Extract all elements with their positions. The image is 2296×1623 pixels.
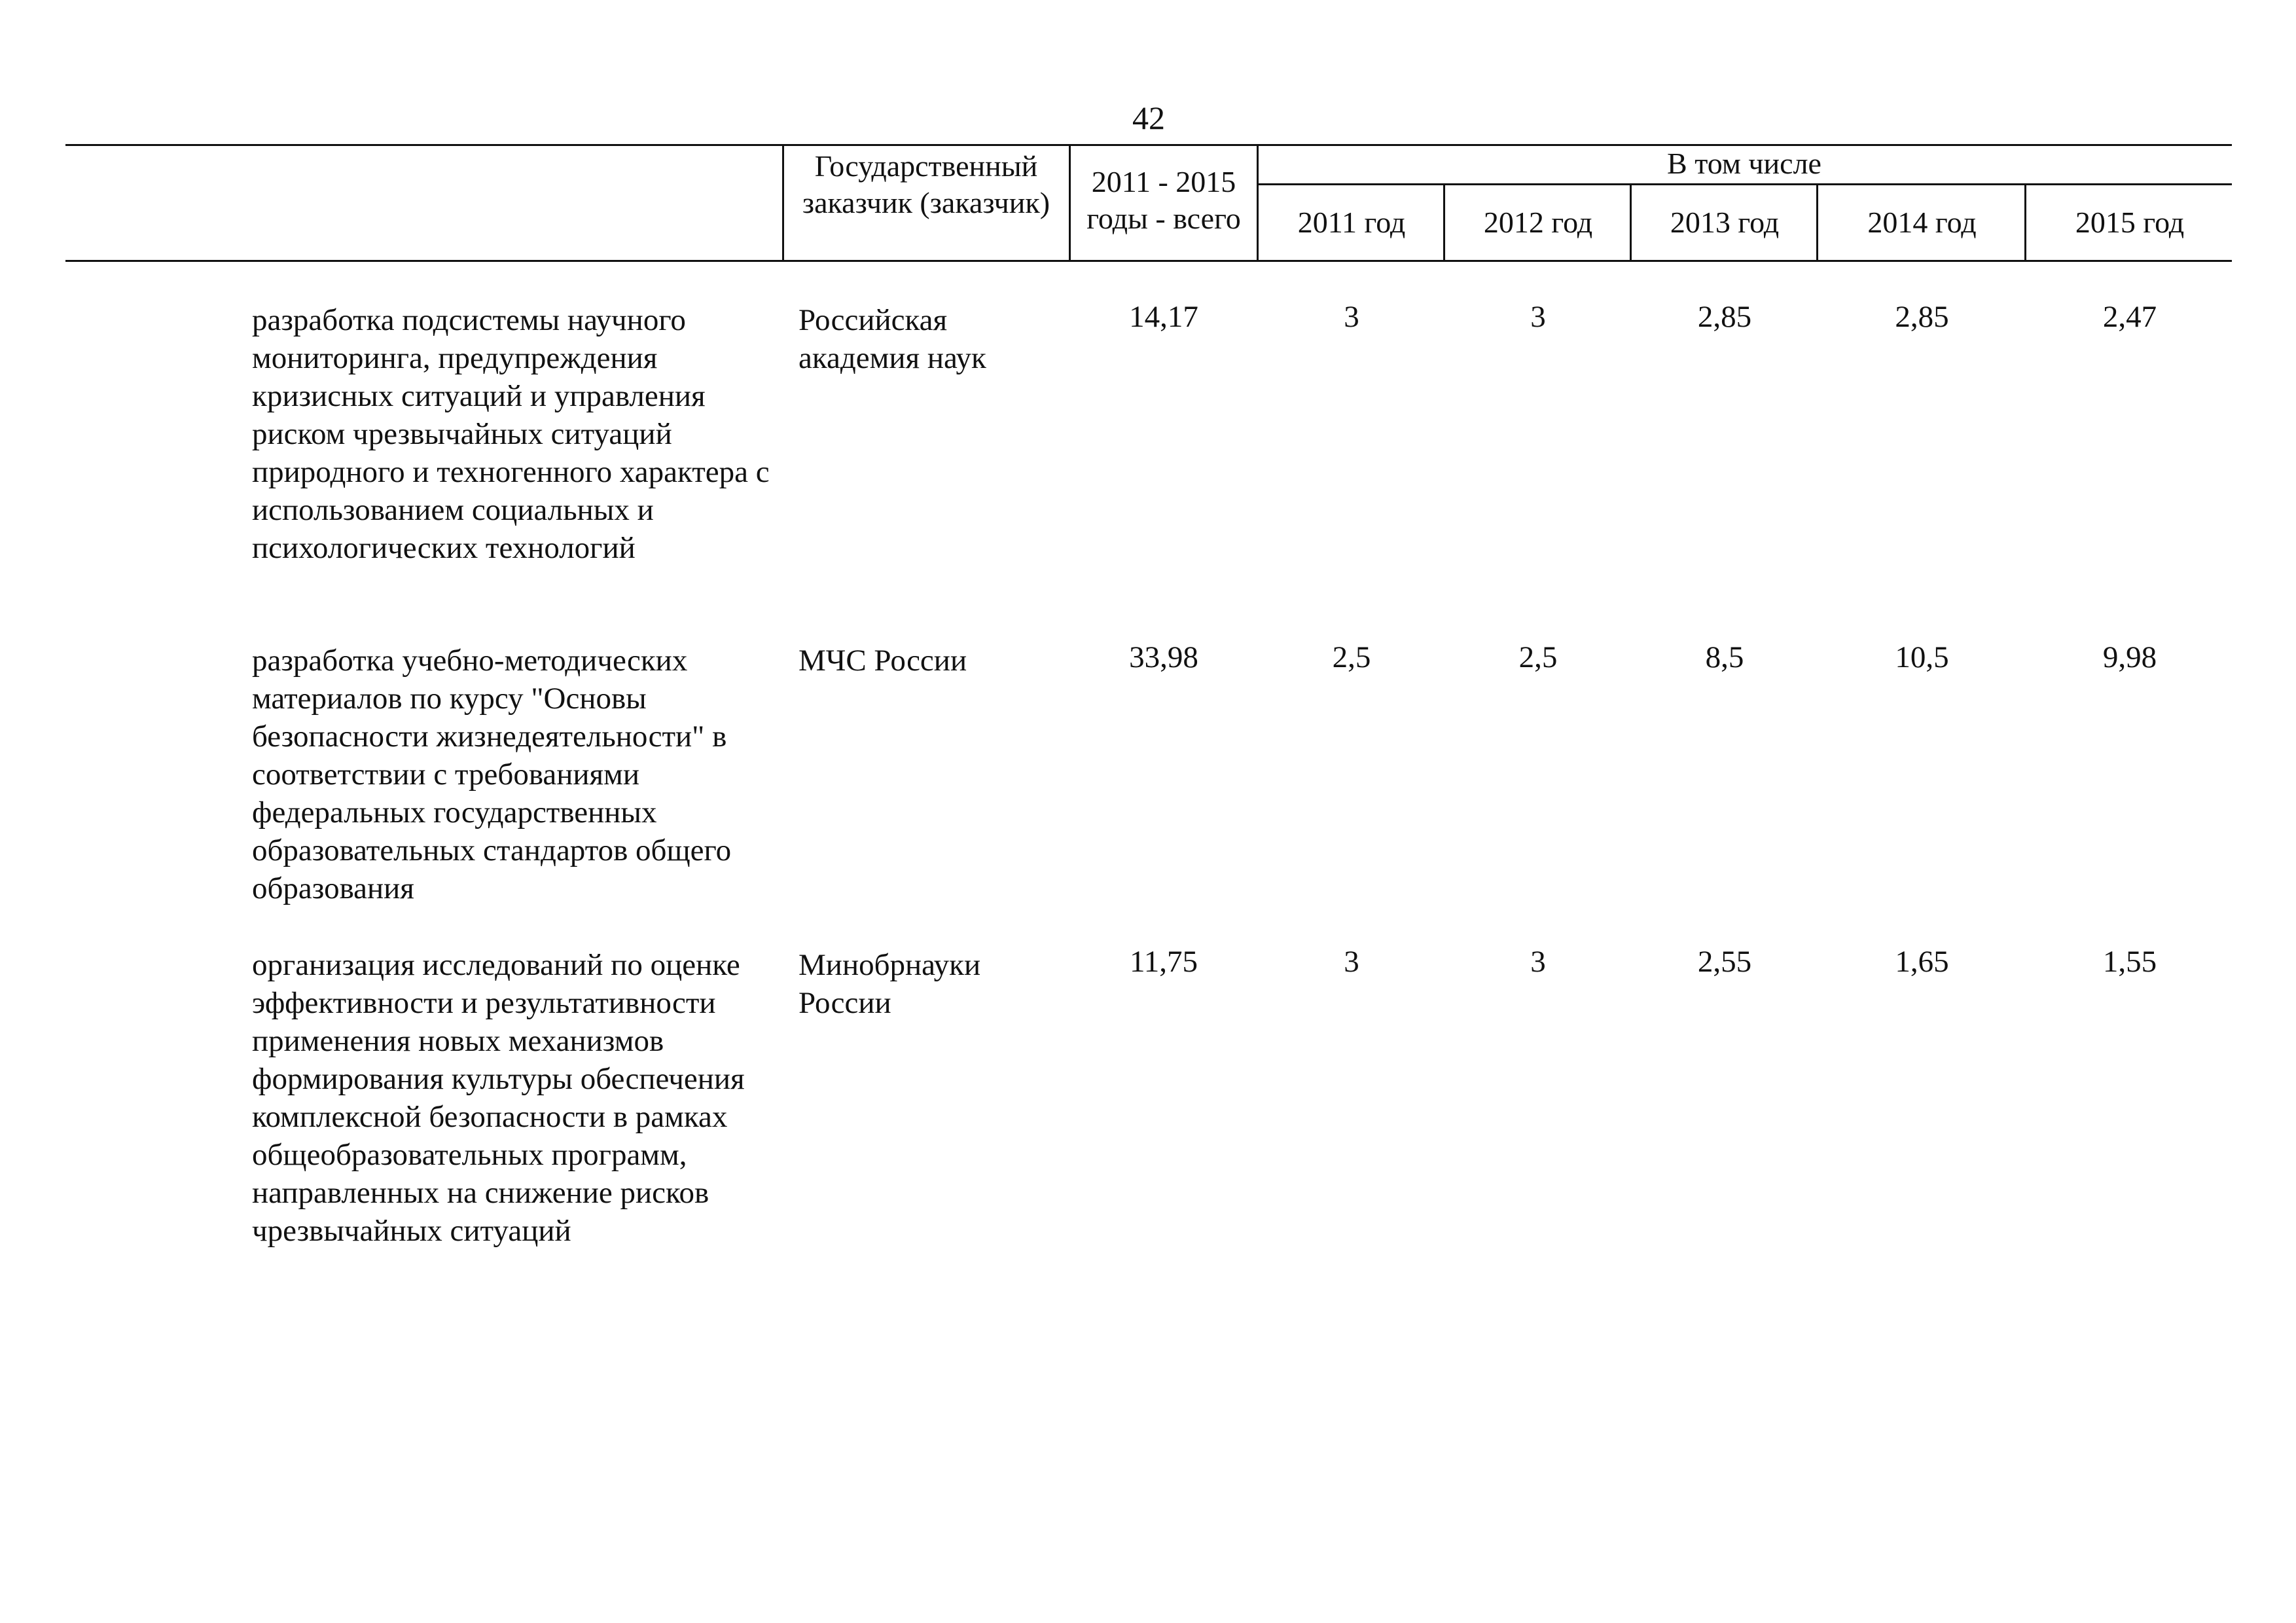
row-customer: Минобрнауки России	[798, 948, 981, 1020]
row-value-2012: 2,5	[1518, 640, 1558, 674]
col-divider-2012	[1443, 183, 1445, 262]
row-value-2011: 2,5	[1332, 640, 1371, 674]
row-total: 14,17	[1129, 300, 1198, 334]
row-customer: МЧС России	[798, 644, 967, 678]
header-customer: Государственный заказчик (заказчик)	[802, 149, 1050, 219]
row-description: разработка подсистемы научного мониторинга, предупреждения кризисных ситуаций и управления риском чрезвычайных ситуаций природного и техногенного характера с использованием социальных и психологических технологий	[252, 303, 770, 565]
header-bottom-rule	[65, 260, 2232, 262]
row-value-2014: 2,85	[1895, 300, 1949, 334]
page-number: 42	[1132, 100, 1165, 136]
row-value-2015: 1,55	[2102, 945, 2157, 979]
col-divider-2011	[1257, 144, 1259, 262]
header-total: 2011 - 2015 годы - всего	[1086, 165, 1241, 235]
row-value-2011: 3	[1344, 300, 1359, 334]
header-including: В том числе	[1667, 147, 1821, 180]
col-divider-2014	[1816, 183, 1818, 262]
row-value-2012: 3	[1530, 300, 1546, 334]
row-value-2015: 9,98	[2102, 640, 2157, 674]
row-value-2013: 2,55	[1697, 945, 1752, 979]
header-year-2013: 2013 год	[1670, 206, 1780, 239]
col-divider-2015	[2024, 183, 2026, 262]
col-divider-customer	[782, 144, 784, 262]
row-value-2012: 3	[1530, 945, 1546, 979]
header-year-2011: 2011 год	[1297, 206, 1406, 239]
col-divider-2013	[1630, 183, 1632, 262]
subheader-rule	[1257, 183, 2232, 185]
row-value-2014: 1,65	[1895, 945, 1949, 979]
row-total: 33,98	[1129, 640, 1198, 674]
row-value-2013: 8,5	[1705, 640, 1744, 674]
row-description: организация исследований по оценке эффективности и результативности применения новых механизмов формирования культуры обеспечения комплексной безопасности в рамках общеобразовательных программ, направленных на снижение рисков чрезвычайных ситуаций	[252, 948, 745, 1248]
row-value-2015: 2,47	[2102, 300, 2157, 334]
header-year-2012: 2012 год	[1483, 206, 1593, 239]
header-year-2015: 2015 год	[2075, 206, 2185, 239]
row-customer: Российская академия наук	[798, 303, 986, 375]
row-value-2013: 2,85	[1697, 300, 1752, 334]
row-value-2014: 10,5	[1895, 640, 1949, 674]
row-description: разработка учебно-методических материалов по курсу "Основы безопасности жизнедеятельности" в соответствии с требованиями федеральных государственных образовательных стандартов общего образования	[252, 644, 732, 905]
header-year-2014: 2014 год	[1867, 206, 1977, 239]
row-value-2011: 3	[1344, 945, 1359, 979]
col-divider-total	[1069, 144, 1071, 262]
row-total: 11,75	[1129, 945, 1198, 979]
